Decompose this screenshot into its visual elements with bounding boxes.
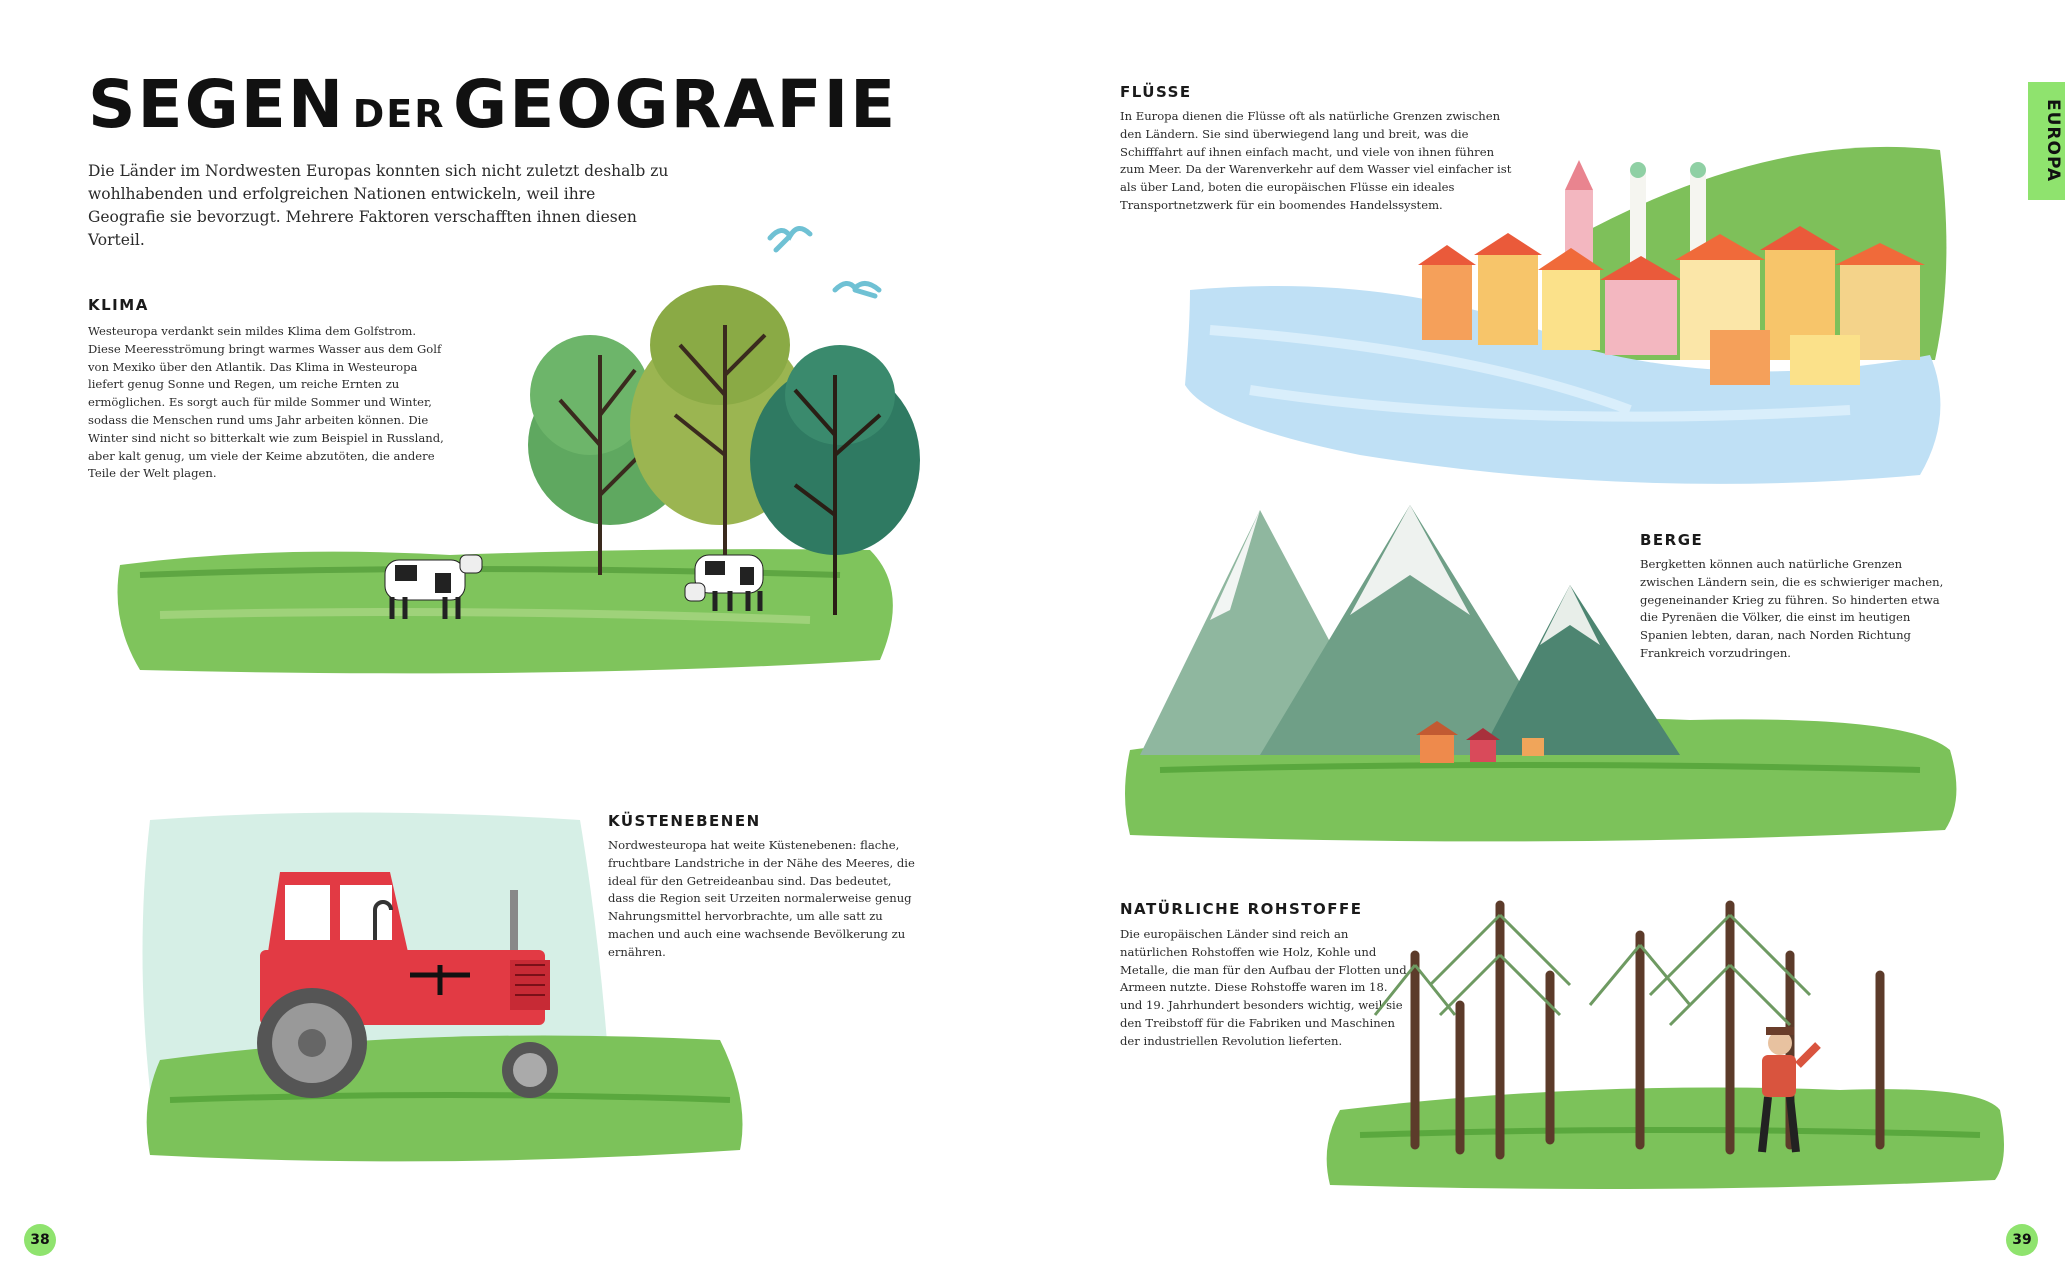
fluesse-text: In Europa dienen die Flüsse oft als natürliche Grenzen zwischen den Ländern. Sie sind überwiegend lang und breit, was die Schifffahrt auf ihnen einfach macht, und viele von ihnen führen zum Meer. Da der Warenverkehr auf dem Wasser viel einfacher ist als über Land, boten die europäischen Flüsse ein ideales Transportnetzwerk für ein boomendes Handelssystem. xyxy=(1120,109,1512,212)
berge-heading: BERGE xyxy=(1640,531,1704,549)
page-title xyxy=(88,66,897,143)
berge-illustration xyxy=(1110,500,1970,840)
title-der: DER xyxy=(352,92,446,136)
bird-icon xyxy=(835,283,879,296)
page-number-left: 38 xyxy=(24,1224,56,1256)
title-segen: SEGEN xyxy=(88,66,346,143)
kuestenebenen-heading: KÜSTENEBENEN xyxy=(608,812,761,830)
rohstoffe-illustration xyxy=(1320,895,2010,1195)
rohstoffe-heading: NATÜRLICHE ROHSTOFFE xyxy=(1120,900,1363,918)
klima-text: Westeuropa verdankt sein mildes Klima dem Golfstrom. Diese Meeresströmung bringt warmes Wasser aus dem Golf von Mexiko über den Atlantik. Das Klima in Westeuropa liefert genug Sonne und Regen, um reiche Ernten zu ermöglichen. Es sorgt auch für milde Sommer und Winter, sodass die Menschen rund ums Jahr arbeiten können. Die Winter sind nicht so bitterkalt wie zum Beispiel in Russland, aber kalt genug, um viele der Keime abzutöten, die andere Teile der Welt plagen. xyxy=(88,324,444,481)
bird-icon xyxy=(770,228,810,250)
klima-illustration xyxy=(100,195,980,705)
berge-text: Bergketten können auch natürliche Grenzen zwischen Ländern sein, die es schwieriger machen, gegeneinander Krieg zu führen. So hinderten etwa die Pyrenäen die Völker, die einst im heutigen Spanien lebten, daran, nach Norden Richtung Frankreich vorzudringen. xyxy=(1640,557,1944,660)
chapter-tab xyxy=(2028,82,2065,200)
page-number-right: 39 xyxy=(2006,1224,2038,1256)
kuestenebenen-text: Nordwesteuropa hat weite Küstenebenen: flache, fruchtbare Landstriche in der Nähe des Meeres, die ideal für den Getreideanbau sind. Das bedeutet, dass die Region seit Urzeiten normalerweise genug Nahrungsmittel hervorbrachte, um alle satt zu machen und auch eine wachsende Bevölkerung zu ernähren. xyxy=(608,838,915,959)
chapter-tab-label: EUROPA xyxy=(2043,99,2063,183)
rohstoffe-text: Die europäischen Länder sind reich an natürlichen Rohstoffen wie Holz, Kohle und Metalle, die man für den Aufbau der Flotten und Armeen nutzte. Diese Rohstoffe waren im 18. und 19. Jahrhundert besonders wichtig, weil sie den Treibstoff für die Fabriken und Maschinen der industriellen Revolution lieferten. xyxy=(1120,927,1407,1048)
klima-heading: KLIMA xyxy=(88,296,149,314)
intro-text: Die Länder im Nordwesten Europas konnten sich nicht zuletzt deshalb zu wohlhabenden und erfolgreichen Nationen entwickeln, weil ihre Geografie sie bevorzugt. Mehrere Faktoren verschafften ihnen diesen Vorteil. xyxy=(88,162,669,249)
fluesse-illustration xyxy=(1170,130,1945,490)
fluesse-heading: FLÜSSE xyxy=(1120,83,1192,101)
title-geografie: GEOGRAFIE xyxy=(453,66,898,143)
